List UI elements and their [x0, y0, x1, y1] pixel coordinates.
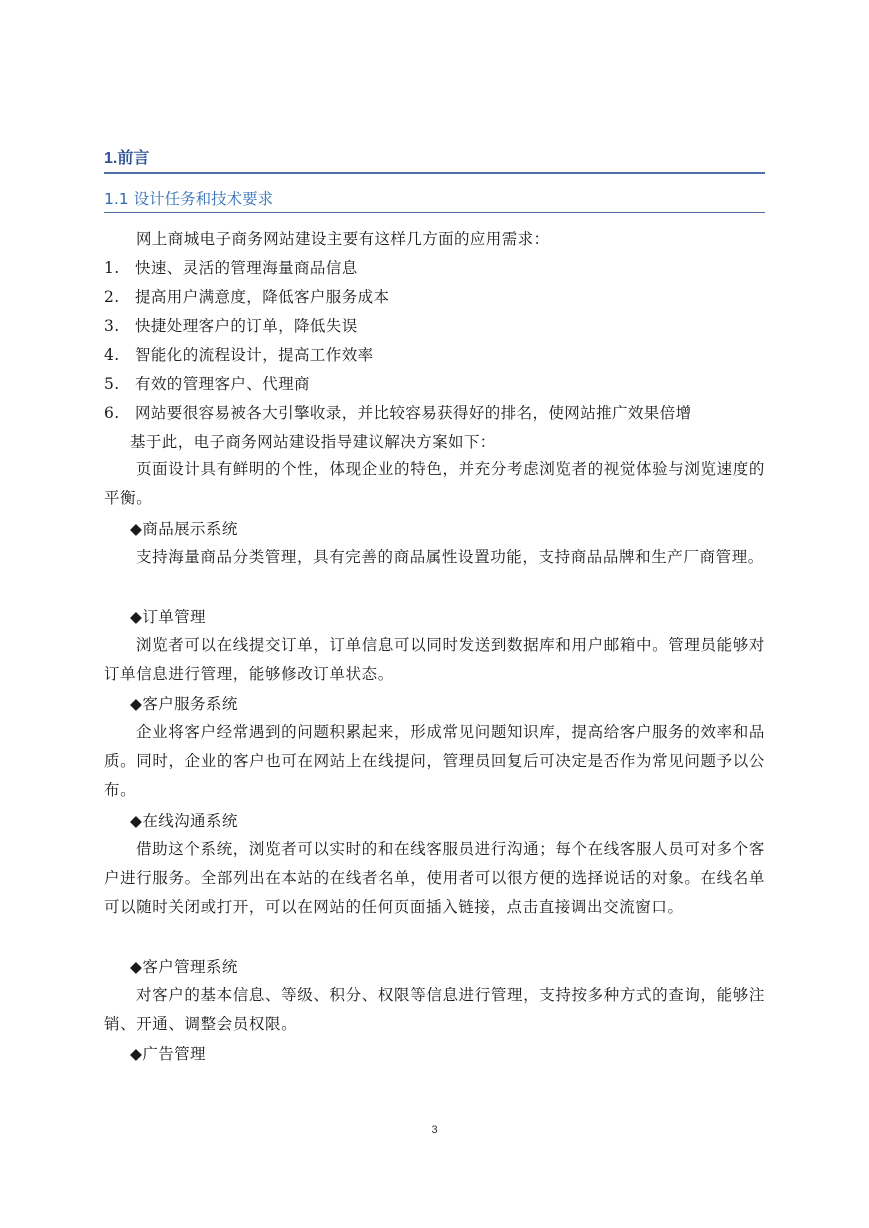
list-text: 智能化的流程设计，提高工作效率	[135, 346, 374, 364]
paragraph-online-chat: 借助这个系统，浏览者可以实时的和在线客服员进行沟通；每个在线客服人员可对多个客户进行服务。全部列出在本站的在线者名单，使用者可以很方便的选择说话的对象。在线名单可以随时关闭或打开，可以在网站的任何页面插入链接，点击直接调出交流窗口。	[104, 840, 765, 916]
list-text: 网站要很容易被各大引擎收录，并比较容易获得好的排名，使网站推广效果倍增	[135, 404, 692, 422]
intro-text: 网上商城电子商务网站建设主要有这样几方面的应用需求：	[136, 230, 550, 248]
list-item	[104, 373, 765, 395]
list-number: 2.	[104, 288, 120, 306]
list-item	[104, 402, 765, 424]
heading-1: 1.前言	[104, 148, 765, 174]
list-item	[104, 257, 765, 279]
section-title-customer-management: ◆客户管理系统	[130, 958, 238, 976]
list-item	[104, 286, 765, 308]
list-number: 1.	[104, 259, 120, 277]
section-title-online-chat: ◆在线沟通系统	[130, 812, 238, 830]
list-item	[104, 315, 765, 337]
list-text: 快速、灵活的管理海量商品信息	[135, 259, 358, 277]
section-title-ads: ◆广告管理	[130, 1045, 206, 1063]
section-title-orders: ◆订单管理	[130, 608, 206, 626]
section-title-products: ◆商品展示系统	[130, 520, 238, 538]
basis-text: 基于此，电子商务网站建设指导建议解决方案如下：	[130, 433, 496, 451]
list-text: 提高用户满意度，降低客户服务成本	[135, 288, 390, 306]
paragraph-design: 页面设计具有鲜明的个性，体现企业的特色，并充分考虑浏览者的视觉体验与浏览速度的平衡。	[104, 460, 765, 507]
page-number: 3	[431, 1124, 438, 1136]
paragraph-customer-service: 企业将客户经常遇到的问题积累起来，形成常见问题知识库，提高给客户服务的效率和品质。同时，企业的客户也可在网站上在线提问，管理员回复后可决定是否作为常见问题予以公布。	[104, 723, 765, 799]
heading-2: 1.1 设计任务和技术要求	[104, 188, 765, 213]
paragraph-orders: 浏览者可以在线提交订单，订单信息可以同时发送到数据库和用户邮箱中。管理员能够对订单信息进行管理，能够修改订单状态。	[104, 636, 765, 683]
paragraph-products: 支持海量商品分类管理，具有完善的商品属性设置功能，支持商品品牌和生产厂商管理。	[136, 548, 764, 566]
list-item	[104, 344, 765, 366]
list-text: 快捷处理客户的订单，降低失误	[135, 317, 358, 335]
list-number: 4.	[104, 346, 120, 364]
list-number: 6.	[104, 404, 120, 422]
list-text: 有效的管理客户、代理商	[135, 375, 310, 393]
list-number: 5.	[104, 375, 120, 393]
list-number: 3.	[104, 317, 120, 335]
paragraph-customer-management: 对客户的基本信息、等级、积分、权限等信息进行管理，支持按多种方式的查询，能够注销、开通、调整会员权限。	[104, 986, 765, 1033]
section-title-customer-service: ◆客户服务系统	[130, 695, 238, 713]
